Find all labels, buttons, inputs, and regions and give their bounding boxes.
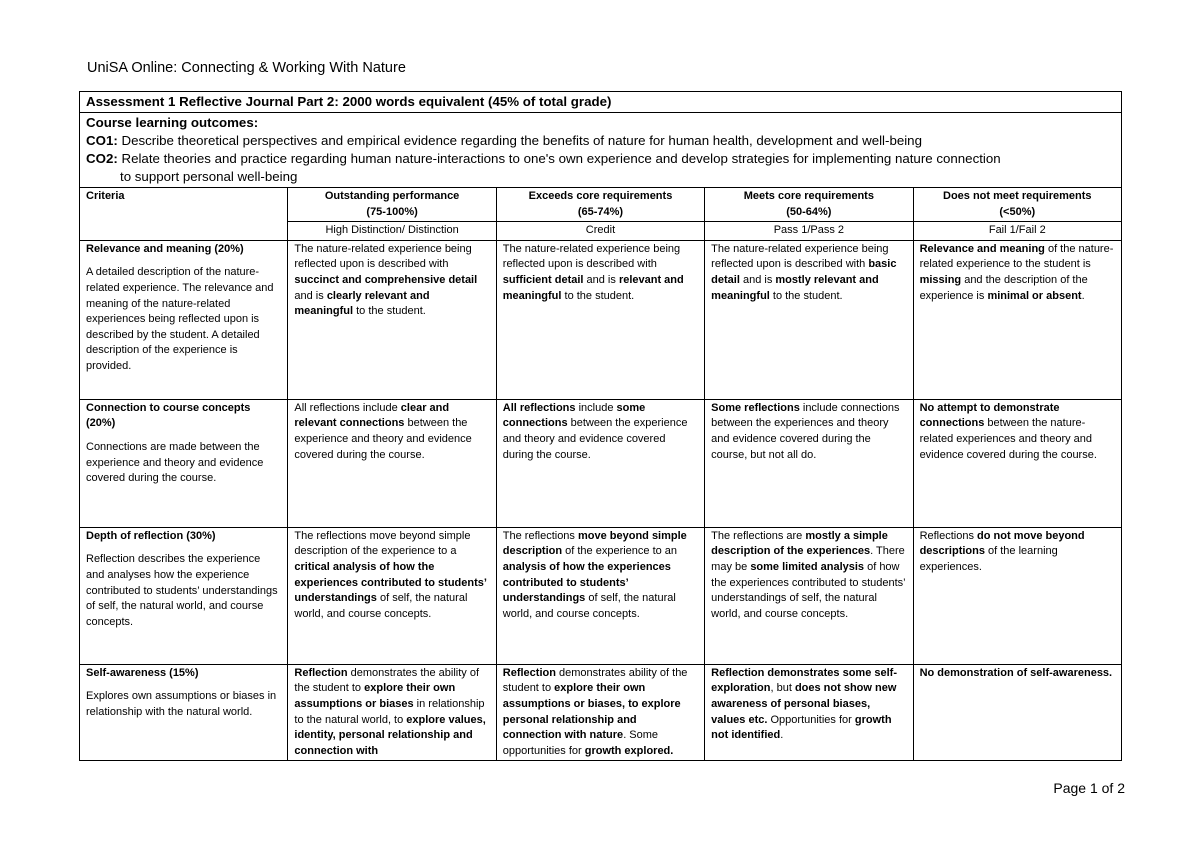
grade-exceeds: Credit (496, 222, 704, 241)
outstanding-cell: The reflections move beyond simple description of the experience to a critical analysis of how the experiences contributed to students’ understandings of self, the natural world, and course concepts. (288, 527, 496, 664)
outstanding-header (288, 188, 496, 222)
exceeds-header (496, 188, 704, 222)
notmeet-cell: Reflections do not move beyond descriptions of the learning experiences. (913, 527, 1121, 664)
criteria-header: Criteria (80, 188, 288, 241)
criterion-description: Connections are made between the experience and theory and evidence covered during the course. (86, 440, 264, 485)
notmeet-label: Does not meet requirements (943, 190, 1092, 202)
outstanding-label: Outstanding performance (324, 190, 460, 202)
co1-label: CO1: (86, 133, 118, 148)
table-row (80, 664, 1122, 761)
co2-label: CO2: (86, 151, 118, 166)
criterion-cell (80, 664, 288, 761)
table-row (80, 240, 1122, 399)
grade-outstanding: High Distinction/ Distinction (288, 222, 496, 241)
grade-notmeet: Fail 1/Fail 2 (913, 222, 1121, 241)
exceeds-cell: All reflections include some connections between the experience and theory and evidence covered during the course. (496, 399, 704, 527)
meets-cell: Reflection demonstrates some self-exploration, but does not show new awareness of personal biases, values etc. Opportunities for growth not identified. (705, 664, 913, 761)
criterion-title: Relevance and meaning (20%) (86, 242, 244, 255)
criterion-description: Reflection describes the experience and analyses how the experience contributed to students’ understandings of self, the natural world, and course concepts. (86, 553, 278, 628)
notmeet-cell: No demonstration of self-awareness. (913, 664, 1121, 761)
learning-outcomes (80, 113, 1122, 188)
exceeds-label: Exceeds core requirements (528, 190, 673, 202)
table-row (80, 527, 1122, 664)
outstanding-range: (75-100%) (366, 205, 418, 218)
criterion-title: Self-awareness (15%) (86, 666, 199, 679)
outcomes-heading: Course learning outcomes: (86, 115, 259, 130)
meets-header (705, 188, 913, 222)
exceeds-cell: The nature-related experience being reflected upon is described with sufficient detail and is relevant and meaningful to the student. (496, 240, 704, 399)
meets-cell: Some reflections include connections between the experiences and theory and evidence covered during the course, but not all do. (705, 399, 913, 527)
outcome-co2 (86, 150, 1115, 168)
meets-label: Meets core requirements (743, 190, 874, 202)
meets-range: (50-64%) (786, 205, 832, 218)
co2-text: Relate theories and practice regarding human nature-interactions to one's own experience and develop strategies for implementing nature connection (117, 151, 1001, 166)
criterion-cell (80, 399, 288, 527)
criterion-cell (80, 527, 288, 664)
meets-cell: The nature-related experience being reflected upon is described with basic detail and is mostly relevant and meaningful to the student. (705, 240, 913, 399)
co2-continuation: to support personal well-being (120, 169, 298, 184)
grade-meets: Pass 1/Pass 2 (705, 222, 913, 241)
document-header: UniSA Online: Connecting & Working With Nature (87, 60, 406, 76)
notmeet-header (913, 188, 1121, 222)
outstanding-cell: Reflection demonstrates the ability of the student to explore their own assumptions or biases in relationship to the natural world, to explore values, identity, personal relationship and connection with (288, 664, 496, 761)
co1-text: Describe theoretical perspectives and empirical evidence regarding the benefits of nature for human health, development and well-being (117, 133, 922, 148)
rubric-table (79, 91, 1122, 761)
notmeet-range: (<50%) (999, 205, 1036, 218)
criterion-cell (80, 240, 288, 399)
criterion-description: Explores own assumptions or biases in relationship with the natural world. (86, 690, 277, 718)
page-number: Page 1 of 2 (1053, 780, 1125, 796)
exceeds-cell: Reflection demonstrates ability of the student to explore their own assumptions or biases, to explore personal relationship and connection with nature. Some opportunities for growth explored. (496, 664, 704, 761)
outstanding-cell: All reflections include clear and relevant connections between the experience and theory and evidence covered during the course. (288, 399, 496, 527)
exceeds-cell: The reflections move beyond simple description of the experience to an analysis of how the experiences contributed to students’ understandings of self, the natural world, and course concepts. (496, 527, 704, 664)
criterion-title: Connection to course concepts (20%) (86, 401, 251, 430)
meets-cell: The reflections are mostly a simple description of the experiences. There may be some limited analysis of how the experiences contributed to students’ understandings of self, the natural world, and course concepts. (705, 527, 913, 664)
criterion-title: Depth of reflection (30%) (86, 529, 216, 542)
assessment-title: Assessment 1 Reflective Journal Part 2: 2000 words equivalent (45% of total grade) (80, 92, 1122, 113)
criterion-description: A detailed description of the nature-related experience. The relevance and meaning of the nature-related experiences being reflected upon is described by the student. A detailed description of the experience is provided. (86, 266, 274, 372)
outcome-co1 (86, 132, 1115, 150)
exceeds-range: (65-74%) (577, 205, 624, 218)
table-row (80, 399, 1122, 527)
notmeet-cell: No attempt to demonstrate connections between the nature-related experiences and theory and evidence covered during the course. (913, 399, 1121, 527)
outstanding-cell: The nature-related experience being reflected upon is described with succinct and comprehensive detail and is clearly relevant and meaningful to the student. (288, 240, 496, 399)
notmeet-cell: Relevance and meaning of the nature-related experience to the student is missing and the description of the experience is minimal or absent. (913, 240, 1121, 399)
